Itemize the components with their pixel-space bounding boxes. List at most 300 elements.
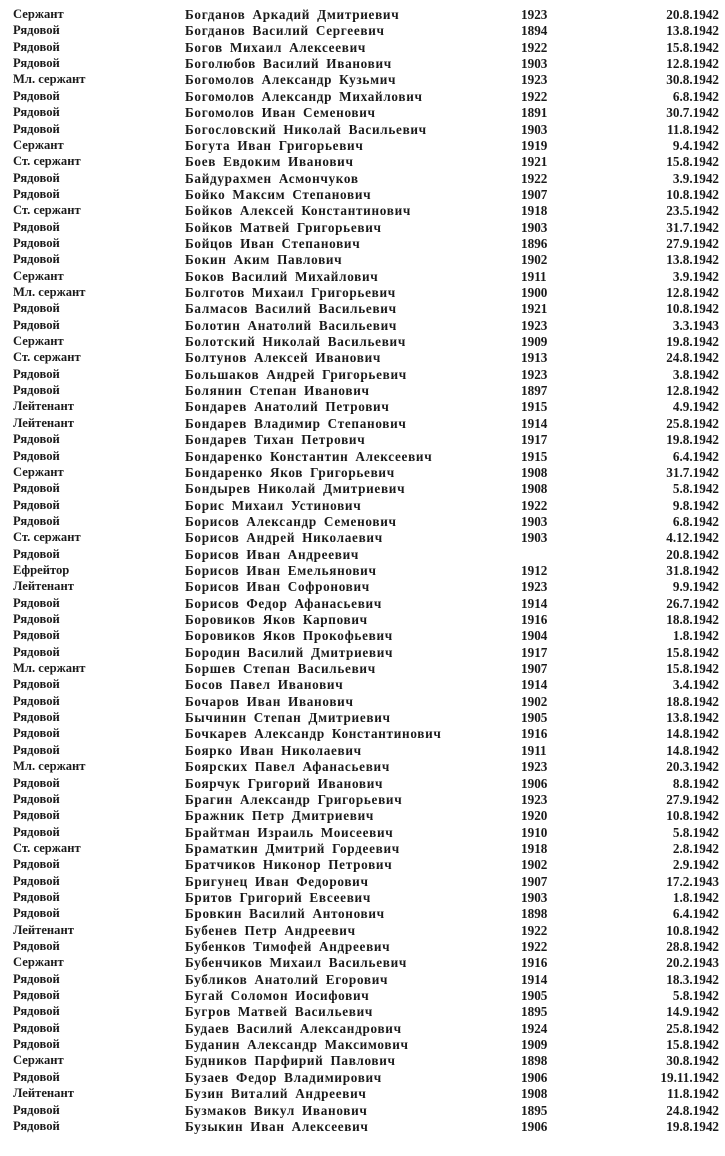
birth-year-cell: 1912	[521, 562, 548, 578]
name-cell: Борисов Федор Афанасьевич	[185, 595, 382, 611]
list-row	[0, 137, 725, 154]
rank-cell: Рядовой	[13, 693, 60, 708]
rank-cell: Рядовой	[13, 252, 60, 267]
birth-year-cell: 1920	[521, 808, 548, 824]
name-cell: Богданов Василий Сергеевич	[185, 23, 385, 39]
rank-cell: Рядовой	[13, 857, 60, 872]
birth-year-cell: 1903	[521, 530, 548, 546]
birth-year-cell: 1905	[521, 988, 548, 1003]
birth-year-cell: 1911	[521, 268, 547, 284]
death-date-cell: 20.2.1943	[666, 955, 719, 971]
rank-cell: Рядовой	[13, 939, 60, 953]
birth-year-cell: 1907	[521, 661, 548, 676]
list-row	[0, 954, 725, 971]
rank-cell: Рядовой	[13, 105, 60, 120]
death-date-cell: 6.4.1942	[672, 448, 719, 464]
death-date-cell: 15.8.1942	[666, 644, 719, 660]
rank-cell: Рядовой	[13, 595, 60, 610]
name-cell: Балмасов Василий Васильевич	[185, 301, 397, 317]
list-row	[0, 873, 725, 890]
list-row	[0, 791, 725, 808]
list-row	[0, 300, 725, 317]
death-date-cell: 18.3.1942	[666, 971, 719, 987]
name-cell: Брагин Александр Григорьевич	[185, 791, 403, 807]
birth-year-cell: 1914	[521, 971, 548, 987]
name-cell: Боярчук Григорий Иванович	[185, 775, 384, 791]
rank-cell: Рядовой	[13, 366, 60, 381]
name-cell: Бондарев Тихан Петрович	[185, 432, 366, 448]
death-date-cell: 25.8.1942	[666, 415, 719, 431]
rank-cell: Рядовой	[13, 219, 60, 234]
list-row	[0, 758, 725, 775]
list-row	[0, 922, 725, 939]
rank-cell: Рядовой	[13, 546, 60, 561]
death-date-cell: 2.9.1942	[672, 857, 719, 873]
rank-cell: Сержант	[13, 1053, 64, 1068]
rank-cell: Рядовой	[13, 186, 60, 201]
name-cell: Бугров Матвей Васильевич	[185, 1004, 374, 1020]
name-cell: Боровиков Яков Карпович	[185, 612, 368, 627]
name-cell: Болотский Николай Васильевич	[185, 334, 406, 349]
rank-cell: Лейтенант	[13, 579, 74, 594]
birth-year-cell: 1898	[521, 906, 548, 922]
rank-cell: Рядовой	[13, 889, 60, 904]
list-row	[0, 1069, 725, 1086]
birth-year-cell: 1922	[521, 922, 548, 938]
rank-cell: Мл. сержант	[13, 661, 86, 675]
death-date-cell: 15.8.1942	[666, 661, 719, 676]
birth-year-cell: 1921	[521, 301, 548, 317]
name-cell: Богданов Аркадий Дмитриевич	[185, 7, 400, 22]
list-row	[0, 448, 725, 465]
name-cell: Боев Евдоким Иванович	[185, 154, 354, 170]
death-date-cell: 31.7.1942	[666, 219, 719, 235]
birth-year-cell: 1923	[521, 579, 548, 595]
rank-cell: Мл. сержант	[13, 72, 86, 87]
birth-year-cell: 1902	[521, 857, 548, 873]
list-row	[0, 513, 725, 530]
death-date-cell: 31.7.1942	[666, 464, 719, 480]
birth-year-cell: 1906	[521, 1118, 548, 1134]
list-row	[0, 627, 725, 644]
name-cell: Боголюбов Василий Иванович	[185, 56, 392, 72]
rank-cell: Рядовой	[13, 677, 60, 692]
birth-year-cell: 1903	[521, 513, 548, 529]
death-date-cell: 10.8.1942	[666, 922, 719, 938]
list-row	[0, 284, 725, 301]
birth-year-cell: 1922	[521, 88, 548, 104]
name-cell: Боярко Иван Николаевич	[185, 742, 362, 758]
list-row	[0, 824, 725, 841]
birth-year-cell: 1923	[521, 7, 548, 22]
rank-cell: Рядовой	[13, 432, 60, 447]
death-date-cell: 23.5.1942	[666, 203, 719, 219]
rank-cell: Рядовой	[13, 1118, 60, 1133]
list-row	[0, 1052, 725, 1069]
name-cell: Бузин Виталий Андреевич	[185, 1086, 367, 1102]
list-row	[0, 55, 725, 72]
rank-cell: Мл. сержант	[13, 285, 86, 299]
birth-year-cell: 1910	[521, 824, 548, 840]
rank-cell: Рядовой	[13, 235, 60, 250]
name-cell: Борисов Иван Андреевич	[185, 546, 360, 562]
list-row	[0, 415, 725, 432]
rank-cell: Лейтенант	[13, 415, 74, 430]
name-cell: Бородин Василий Дмитриевич	[185, 644, 394, 660]
list-row	[0, 22, 725, 39]
name-cell: Байдурахмен Асмончуков	[185, 170, 359, 186]
death-date-cell: 30.7.1942	[666, 105, 719, 121]
death-date-cell: 4.12.1942	[666, 530, 719, 546]
death-date-cell: 2.8.1942	[672, 840, 719, 856]
list-row	[0, 235, 725, 252]
death-date-cell: 1.8.1942	[672, 628, 719, 644]
death-date-cell: 9.4.1942	[672, 137, 719, 153]
death-date-cell: 11.8.1942	[666, 1086, 719, 1102]
name-cell: Богов Михаил Алексеевич	[185, 39, 367, 55]
list-row	[0, 1003, 725, 1020]
list-row	[0, 398, 725, 415]
death-date-cell: 10.8.1942	[666, 186, 719, 202]
list-row	[0, 333, 725, 350]
birth-year-cell: 1923	[521, 366, 548, 382]
list-row	[0, 88, 725, 105]
rank-cell: Рядовой	[13, 824, 60, 839]
death-date-cell: 19.8.1942	[666, 334, 719, 349]
birth-year-cell: 1916	[521, 612, 548, 627]
rank-cell: Рядовой	[13, 448, 60, 463]
list-row	[0, 1085, 725, 1102]
rank-cell: Рядовой	[13, 644, 60, 659]
rank-cell: Рядовой	[13, 121, 60, 136]
list-row	[0, 578, 725, 595]
name-cell: Бузмаков Викул Иванович	[185, 1102, 368, 1118]
birth-year-cell: 1917	[521, 432, 548, 448]
rank-cell: Рядовой	[13, 988, 60, 1002]
birth-year-cell: 1914	[521, 415, 548, 431]
birth-year-cell: 1923	[521, 759, 548, 775]
death-date-cell: 3.9.1942	[672, 268, 719, 284]
name-cell: Борисов Александр Семенович	[185, 513, 397, 529]
death-date-cell: 10.8.1942	[666, 808, 719, 824]
list-row	[0, 775, 725, 792]
death-date-cell: 5.8.1942	[672, 988, 719, 1003]
birth-year-cell: 1903	[521, 219, 548, 235]
rank-cell: Ст. сержант	[13, 840, 81, 855]
birth-year-cell: 1896	[521, 235, 548, 251]
rank-cell: Лейтенант	[13, 922, 74, 937]
death-date-cell: 6.8.1942	[672, 513, 719, 529]
birth-year-cell: 1922	[521, 170, 548, 186]
death-date-cell: 1.8.1942	[672, 889, 719, 905]
birth-year-cell: 1911	[521, 742, 547, 758]
rank-cell: Рядовой	[13, 1037, 60, 1052]
rank-cell: Сержант	[13, 334, 64, 348]
list-row	[0, 202, 725, 219]
death-date-cell: 10.8.1942	[666, 301, 719, 317]
birth-year-cell: 1918	[521, 840, 548, 856]
rank-cell: Рядовой	[13, 710, 60, 725]
rank-cell: Сержант	[13, 7, 64, 21]
birth-year-cell: 1909	[521, 1037, 548, 1053]
birth-year-cell: 1903	[521, 121, 548, 137]
list-row	[0, 611, 725, 628]
death-date-cell: 14.8.1942	[666, 742, 719, 758]
death-date-cell: 14.9.1942	[666, 1004, 719, 1020]
rank-cell: Рядовой	[13, 1102, 60, 1117]
name-cell: Бочаров Иван Иванович	[185, 693, 354, 709]
list-row	[0, 170, 725, 187]
death-date-cell: 13.8.1942	[666, 252, 719, 268]
name-cell: Болотин Анатолий Васильевич	[185, 317, 398, 333]
list-row	[0, 971, 725, 988]
name-cell: Босов Павел Иванович	[185, 677, 344, 693]
name-cell: Богомолов Александр Кузьмич	[185, 72, 397, 88]
death-date-cell: 6.4.1942	[672, 906, 719, 922]
list-row	[0, 742, 725, 759]
rank-cell: Рядовой	[13, 906, 60, 921]
rank-cell: Ст. сержант	[13, 530, 81, 545]
list-row	[0, 153, 725, 170]
list-row	[0, 546, 725, 563]
rank-cell: Рядовой	[13, 1020, 60, 1035]
name-cell: Борис Михаил Устинович	[185, 497, 362, 513]
name-cell: Бубенков Тимофей Андреевич	[185, 939, 391, 954]
name-cell: Бубенчиков Михаил Васильевич	[185, 955, 408, 971]
name-cell: Борисов Иван Софронович	[185, 579, 370, 595]
death-date-cell: 13.8.1942	[666, 710, 719, 726]
list-row	[0, 725, 725, 742]
rank-cell: Рядовой	[13, 301, 60, 316]
death-date-cell: 19.8.1942	[666, 432, 719, 448]
death-date-cell: 27.9.1942	[666, 235, 719, 251]
rank-cell: Рядовой	[13, 383, 60, 398]
rank-cell: Рядовой	[13, 1004, 60, 1019]
list-row	[0, 938, 725, 955]
rank-cell: Сержант	[13, 268, 64, 283]
name-cell: Боршев Степан Васильевич	[185, 661, 376, 676]
rank-cell: Рядовой	[13, 56, 60, 71]
death-date-cell: 19.11.1942	[660, 1069, 719, 1085]
birth-year-cell: 1924	[521, 1020, 548, 1036]
birth-year-cell: 1908	[521, 481, 548, 497]
death-date-cell: 11.8.1942	[666, 121, 719, 137]
death-date-cell: 4.9.1942	[672, 399, 719, 415]
death-date-cell: 15.8.1942	[666, 39, 719, 55]
death-date-cell: 20.3.1942	[666, 759, 719, 775]
list-row	[0, 1118, 725, 1135]
rank-cell: Рядовой	[13, 23, 60, 38]
birth-year-cell: 1915	[521, 448, 548, 464]
rank-cell: Рядовой	[13, 775, 60, 790]
death-date-cell: 13.8.1942	[666, 23, 719, 39]
rank-cell: Сержант	[13, 464, 64, 479]
birth-year-cell: 1895	[521, 1102, 548, 1118]
rank-cell: Рядовой	[13, 1069, 60, 1084]
rank-cell: Ст. сержант	[13, 154, 81, 169]
list-row	[0, 856, 725, 873]
list-row	[0, 529, 725, 546]
death-date-cell: 3.3.1943	[672, 317, 719, 333]
name-cell: Бровкин Василий Антонович	[185, 906, 385, 922]
death-date-cell: 9.8.1942	[672, 497, 719, 513]
birth-year-cell: 1916	[521, 726, 548, 742]
birth-year-cell: 1916	[521, 955, 548, 971]
name-cell: Бойков Матвей Григорьевич	[185, 219, 382, 235]
name-cell: Боровиков Яков Прокофьевич	[185, 628, 393, 644]
birth-year-cell: 1903	[521, 889, 548, 905]
rank-cell: Ст. сержант	[13, 350, 81, 365]
birth-year-cell: 1922	[521, 939, 548, 954]
birth-year-cell: 1908	[521, 1086, 548, 1102]
name-cell: Боков Василий Михайлович	[185, 268, 379, 284]
rank-cell: Рядовой	[13, 88, 60, 103]
list-row	[0, 693, 725, 710]
birth-year-cell: 1921	[521, 154, 548, 170]
rank-cell: Рядовой	[13, 497, 60, 512]
name-cell: Бражник Петр Дмитриевич	[185, 808, 375, 824]
name-cell: Бузыкин Иван Алексеевич	[185, 1118, 369, 1134]
birth-year-cell: 1917	[521, 644, 548, 660]
name-cell: Будаев Василий Александрович	[185, 1020, 402, 1036]
death-date-cell: 20.8.1942	[666, 7, 719, 22]
list-row	[0, 660, 725, 677]
list-row	[0, 807, 725, 824]
name-cell: Бондаренко Яков Григорьевич	[185, 464, 395, 480]
list-row	[0, 497, 725, 514]
death-date-cell: 30.8.1942	[666, 72, 719, 88]
name-cell: Большаков Андрей Григорьевич	[185, 366, 407, 382]
rank-cell: Рядовой	[13, 742, 60, 757]
name-cell: Борисов Андрей Николаевич	[185, 530, 383, 546]
rank-cell: Рядовой	[13, 317, 60, 332]
list-row	[0, 219, 725, 236]
rank-cell: Рядовой	[13, 971, 60, 986]
name-cell: Бойцов Иван Степанович	[185, 235, 361, 251]
name-cell: Бондаренко Константин Алексеевич	[185, 448, 433, 464]
birth-year-cell: 1909	[521, 334, 548, 349]
name-cell: Брайтман Израиль Моисеевич	[185, 824, 394, 840]
birth-year-cell: 1903	[521, 56, 548, 72]
birth-year-cell: 1923	[521, 72, 548, 88]
list-row	[0, 6, 725, 23]
list-row	[0, 431, 725, 448]
rank-cell: Рядовой	[13, 791, 60, 806]
name-cell: Боярских Павел Афанасьевич	[185, 759, 390, 775]
rank-cell: Сержант	[13, 955, 64, 970]
birth-year-cell: 1894	[521, 23, 548, 39]
birth-year-cell: 1914	[521, 677, 548, 693]
death-date-cell: 19.8.1942	[666, 1118, 719, 1134]
birth-year-cell: 1913	[521, 350, 548, 366]
birth-year-cell: 1907	[521, 873, 548, 889]
name-cell: Бондарев Анатолий Петрович	[185, 399, 390, 415]
birth-year-cell: 1923	[521, 317, 548, 333]
name-cell: Бочкарев Александр Константинович	[185, 726, 442, 742]
name-cell: Болтунов Алексей Иванович	[185, 350, 382, 366]
birth-year-cell: 1902	[521, 693, 548, 709]
death-date-cell: 12.8.1942	[666, 56, 719, 72]
list-row	[0, 709, 725, 726]
name-cell: Борисов Иван Емельянович	[185, 562, 377, 578]
rank-cell: Лейтенант	[13, 399, 74, 414]
death-date-cell: 17.2.1943	[666, 873, 719, 889]
name-cell: Бондарев Владимир Степанович	[185, 415, 407, 431]
list-row	[0, 840, 725, 857]
birth-year-cell: 1906	[521, 1069, 548, 1085]
death-date-cell: 6.8.1942	[672, 88, 719, 104]
death-date-cell: 9.9.1942	[672, 579, 719, 595]
birth-year-cell: 1908	[521, 464, 548, 480]
list-row	[0, 251, 725, 268]
name-cell: Бубенев Петр Андреевич	[185, 922, 356, 938]
rank-cell: Мл. сержант	[13, 759, 86, 774]
list-row	[0, 644, 725, 661]
rank-cell: Рядовой	[13, 513, 60, 528]
name-cell: Браматкин Дмитрий Гордеевич	[185, 840, 400, 856]
birth-year-cell: 1923	[521, 791, 548, 807]
name-cell: Бойко Максим Степанович	[185, 186, 372, 202]
name-cell: Буданин Александр Максимович	[185, 1037, 409, 1053]
death-date-cell: 18.8.1942	[666, 612, 719, 627]
name-cell: Бычинин Степан Дмитриевич	[185, 710, 391, 726]
death-date-cell: 15.8.1942	[666, 1037, 719, 1053]
list-row	[0, 676, 725, 693]
list-row	[0, 366, 725, 383]
name-cell: Братчиков Никонор Петрович	[185, 857, 393, 873]
rank-cell: Рядовой	[13, 808, 60, 823]
list-row	[0, 1102, 725, 1119]
death-date-cell: 12.8.1942	[666, 383, 719, 399]
rank-cell: Рядовой	[13, 628, 60, 643]
name-cell: Болготов Михаил Григорьевич	[185, 285, 396, 300]
birth-year-cell: 1919	[521, 137, 548, 153]
death-date-cell: 30.8.1942	[666, 1053, 719, 1069]
birth-year-cell: 1915	[521, 399, 548, 415]
rank-cell: Рядовой	[13, 873, 60, 888]
birth-year-cell: 1905	[521, 710, 548, 726]
birth-year-cell: 1918	[521, 203, 548, 219]
name-cell: Богословский Николай Васильевич	[185, 121, 427, 137]
death-date-cell: 12.8.1942	[666, 285, 719, 300]
list-row	[0, 71, 725, 88]
birth-year-cell: 1922	[521, 497, 548, 513]
list-row	[0, 987, 725, 1004]
death-date-cell: 5.8.1942	[672, 824, 719, 840]
death-date-cell: 24.8.1942	[666, 350, 719, 366]
list-row	[0, 317, 725, 334]
rank-cell: Рядовой	[13, 481, 60, 496]
birth-year-cell: 1898	[521, 1053, 548, 1069]
rank-cell: Рядовой	[13, 39, 60, 54]
death-date-cell: 8.8.1942	[672, 775, 719, 791]
birth-year-cell: 1902	[521, 252, 548, 268]
death-date-cell: 3.4.1942	[672, 677, 719, 693]
list-row	[0, 562, 725, 579]
death-date-cell: 3.9.1942	[672, 170, 719, 186]
death-date-cell: 14.8.1942	[666, 726, 719, 742]
name-cell: Бугай Соломон Иосифович	[185, 988, 370, 1003]
birth-year-cell: 1895	[521, 1004, 548, 1020]
list-row	[0, 905, 725, 922]
name-cell: Богомолов Иван Семенович	[185, 105, 376, 121]
rank-cell: Рядовой	[13, 170, 60, 185]
birth-year-cell: 1906	[521, 775, 548, 791]
rank-cell: Рядовой	[13, 726, 60, 741]
name-cell: Бокин Аким Павлович	[185, 252, 343, 268]
death-date-cell: 27.9.1942	[666, 791, 719, 807]
name-cell: Бузаев Федор Владимирович	[185, 1069, 382, 1085]
